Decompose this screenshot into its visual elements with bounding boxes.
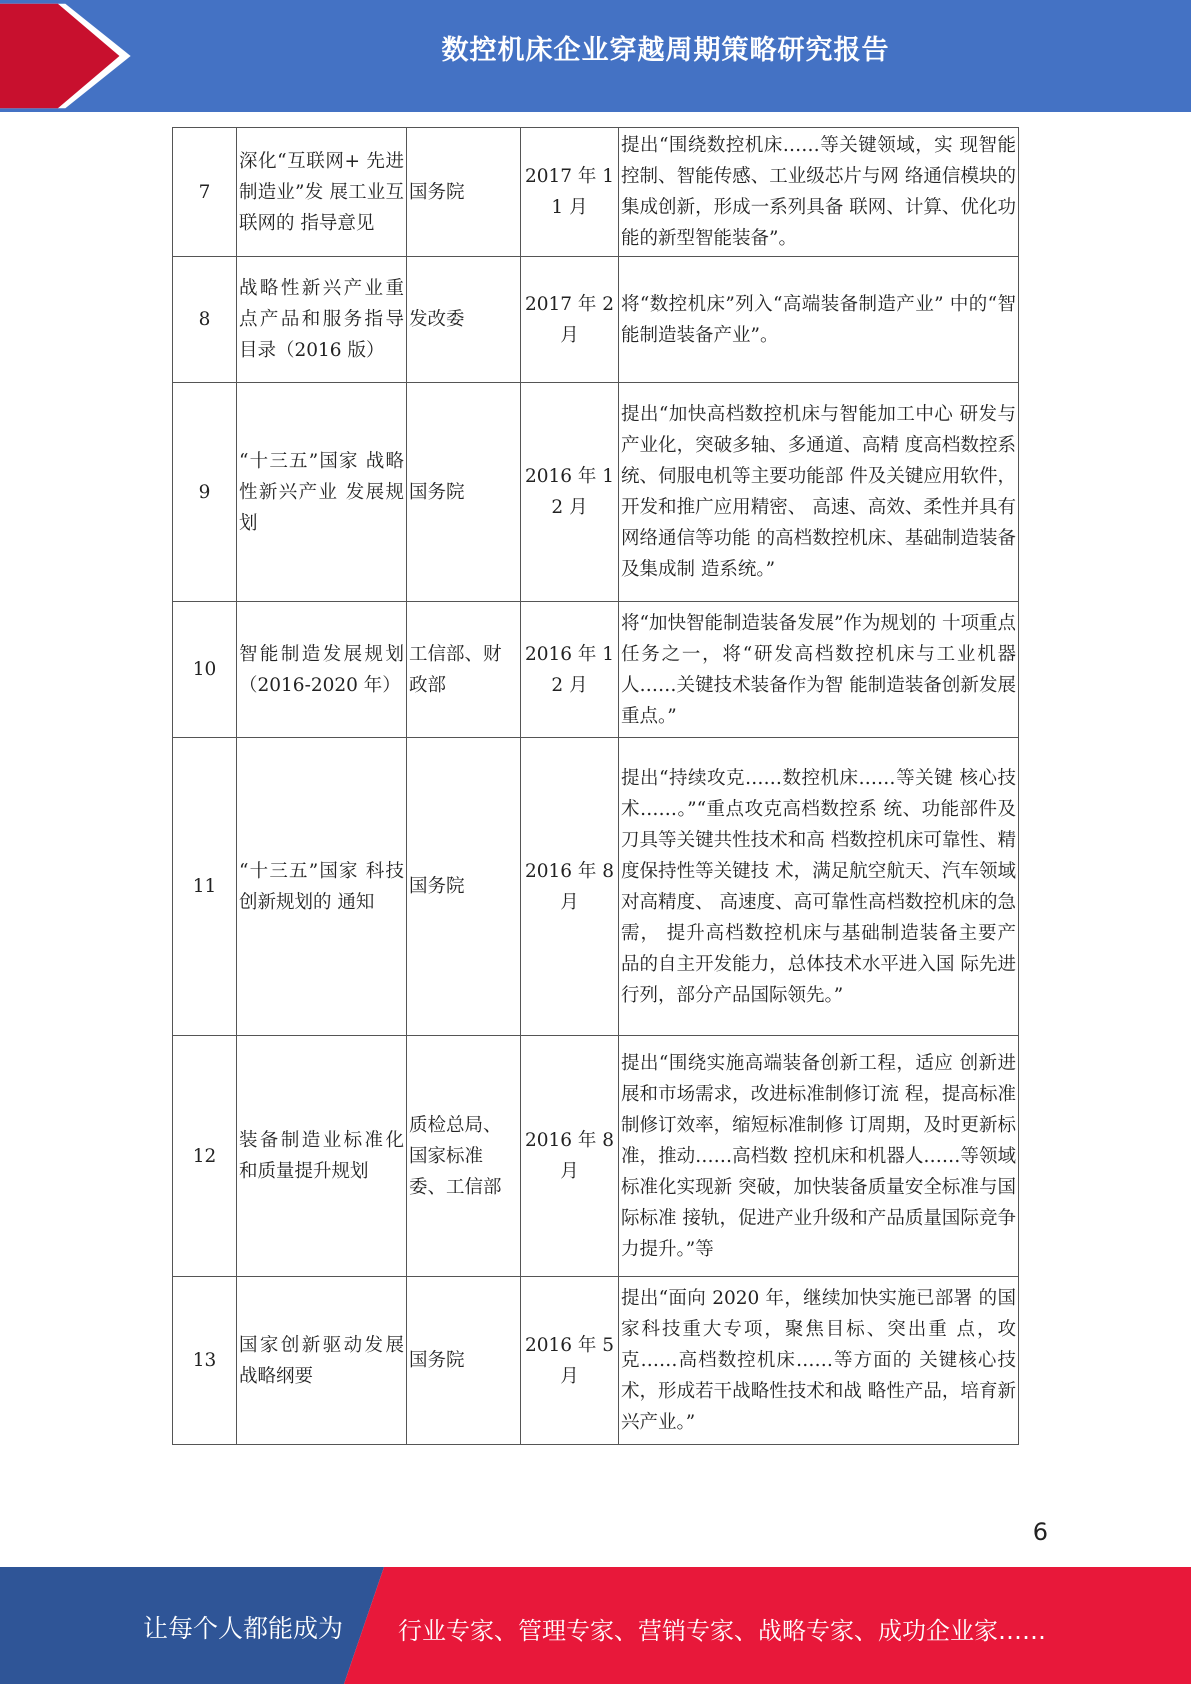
- policy-content: 将“数控机床”列入“高端装备制造产业” 中的“智能制造装备产业”。: [619, 257, 1019, 383]
- policy-content: 将“加快智能制造装备发展”作为规划的 十项重点任务之一，将“研发高档数控机床与工业机器人……关键技术装备作为智 能制造装备创新发展重点。”: [619, 602, 1019, 738]
- footer-slogan-left: 让每个人都能成为: [143, 1614, 344, 1643]
- table-row: [173, 602, 1019, 738]
- issuing-department: 国务院: [407, 128, 521, 257]
- policy-name: 战略性新兴产业重点产品和服务指导目录（2016 版）: [237, 257, 407, 383]
- table-row: [173, 1036, 1019, 1277]
- row-number: 13: [173, 1277, 237, 1445]
- policy-name: 智能制造发展规划（2016-2020 年）: [237, 602, 407, 738]
- table-row: [173, 1277, 1019, 1445]
- page-footer: [0, 1567, 1191, 1684]
- issuing-department: 发改委: [407, 257, 521, 383]
- issue-date: 2016 年 8 月: [521, 738, 619, 1036]
- issuing-department: 工信部、财政部: [407, 602, 521, 738]
- row-number: 8: [173, 257, 237, 383]
- policy-content: 提出“持续攻克……数控机床……等关键 核心技术……。”“重点攻克高档数控系 统、功能部件及刀具等关键共性技术和高 档数控机床可靠性、精度保持性等关键技 术，满足航空航天、汽车领域对高精度、 高速度、高可靠性高档数控机床的急需， 提升高档数控机床与基础制造装备主要产 品的自主开发能力，总体技术水平进入国 际先进行列，部分产品国际领先。”: [619, 738, 1019, 1036]
- issue-date: 2016 年 12 月: [521, 383, 619, 602]
- row-number: 12: [173, 1036, 237, 1277]
- row-number: 7: [173, 128, 237, 257]
- issue-date: 2016 年 8 月: [521, 1036, 619, 1277]
- row-number: 10: [173, 602, 237, 738]
- issuing-department: 国务院: [407, 1277, 521, 1445]
- issuing-department: 质检总局、国家标准委、工信部: [407, 1036, 521, 1277]
- report-title: 数控机床企业穿越周期策略研究报告: [441, 35, 890, 66]
- row-number: 11: [173, 738, 237, 1036]
- issuing-department: 国务院: [407, 738, 521, 1036]
- table-row: [173, 128, 1019, 257]
- issue-date: 2016 年 5 月: [521, 1277, 619, 1445]
- policy-content: 提出“加快高档数控机床与智能加工中心 研发与产业化，突破多轴、多通道、高精 度高档数控系统、伺服电机等主要功能部 件及关键应用软件，开发和推广应用精密、 高速、高效、柔性并具有网络通信等功能 的高档数控机床、基础制造装备及集成制 造系统。”: [619, 383, 1019, 602]
- policy-content: 提出“围绕数控机床……等关键领域，实 现智能控制、智能传感、工业级芯片与网 络通信模块的集成创新，形成一系列具备 联网、计算、优化功能的新型智能装备”。: [619, 128, 1019, 257]
- policy-content: 提出“围绕实施高端装备创新工程，适应 创新进展和市场需求，改进标准制修订流 程，提高标准制修订效率，缩短标准制修 订周期，及时更新标准，推动……高档数 控机床和机器人……等领域标准化实现新 突破，加快装备质量安全标准与国际标准 接轨，促进产业升级和产品质量国际竞争 力提升。”等: [619, 1036, 1019, 1277]
- policy-name: 装备制造业标准化和质量提升规划: [237, 1036, 407, 1277]
- policy-table: [172, 127, 1019, 1445]
- table-row: [173, 738, 1019, 1036]
- header-arrow-decoration: [0, 0, 140, 112]
- row-number: 9: [173, 383, 237, 602]
- issue-date: 2016 年 12 月: [521, 602, 619, 738]
- page-number: 6: [1032, 1518, 1048, 1546]
- issue-date: 2017 年 2 月: [521, 257, 619, 383]
- footer-slogan-right: 行业专家、管理专家、营销专家、战略专家、成功企业家……: [398, 1617, 1046, 1645]
- policy-name: “十三五”国家 战略性新兴产业 发展规划: [237, 383, 407, 602]
- table-row: [173, 383, 1019, 602]
- table-row: [173, 257, 1019, 383]
- policy-content: 提出“面向 2020 年，继续加快实施已部署 的国家科技重大专项，聚焦目标、突出重 点，攻克……高档数控机床……等方面的 关键核心技术，形成若干战略性技术和战 略性产品，培育新兴产业。”: [619, 1277, 1019, 1445]
- issue-date: 2017 年 11 月: [521, 128, 619, 257]
- issuing-department: 国务院: [407, 383, 521, 602]
- policy-name: 深化“互联网+ 先进制造业”发 展工业互联网的 指导意见: [237, 128, 407, 257]
- page-header: [0, 0, 1191, 112]
- policy-name: 国家创新驱动发展战略纲要: [237, 1277, 407, 1445]
- policy-name: “十三五”国家 科技创新规划的 通知: [237, 738, 407, 1036]
